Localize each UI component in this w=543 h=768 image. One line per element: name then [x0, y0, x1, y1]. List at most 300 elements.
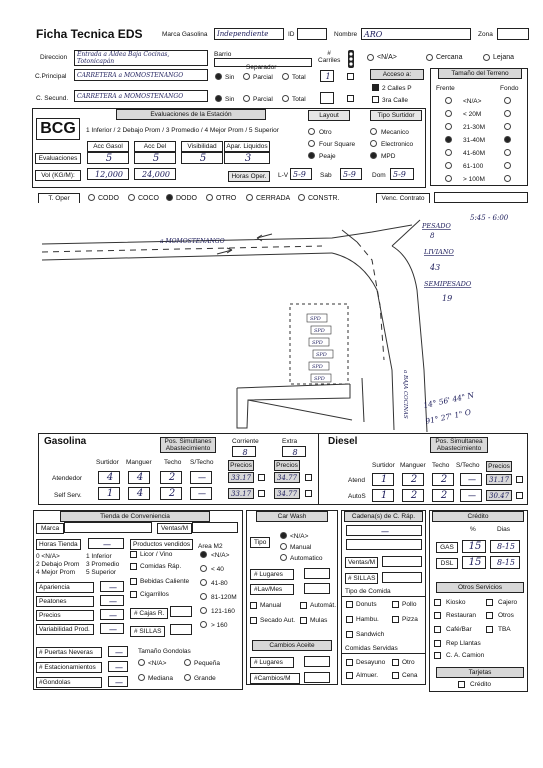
brand-label: Marca Gasolina — [162, 31, 208, 38]
oper-radio-3[interactable] — [206, 194, 213, 201]
ca-lugares-field[interactable] — [304, 656, 330, 667]
cs-sin-radio[interactable] — [215, 95, 222, 102]
dsl-as-stecho[interactable]: — — [460, 489, 482, 502]
otros-check[interactable] — [486, 612, 493, 619]
area-option-label: 121-160 — [211, 608, 235, 615]
lejana-label: Lejana — [493, 54, 515, 61]
mecanico-radio[interactable] — [370, 128, 377, 135]
otro-radio[interactable] — [308, 128, 315, 135]
venc-contrato-field[interactable] — [434, 192, 528, 203]
productos-label: Productos vendidos — [130, 539, 193, 550]
scale-4: 4 Mejor Prom — [36, 569, 76, 576]
chain-header: Cadena(s) de C. Ráp. — [344, 511, 423, 522]
tipo-comida-rule — [341, 596, 426, 597]
dsl-at-surtidor[interactable]: 1 — [372, 473, 394, 486]
cw-manual-c-label: Manual — [260, 602, 282, 609]
bcg-logo: BCG — [36, 118, 80, 140]
oper-label: COCO — [138, 195, 159, 202]
cena-check[interactable] — [392, 672, 399, 679]
gas-at-surtidor[interactable]: 4 — [98, 471, 120, 484]
terrain-option-label: < 20M — [463, 111, 482, 118]
dsl-precios-head: Precios — [486, 461, 512, 472]
dsl-at-manguer[interactable]: 2 — [402, 473, 424, 486]
fondo-radio-2[interactable] — [504, 123, 511, 130]
semipesado-value: 19 — [442, 294, 453, 303]
oper-label: CODO — [98, 195, 119, 202]
dsl-as-surtidor[interactable]: 1 — [372, 489, 394, 502]
area-radio-0[interactable] — [200, 551, 207, 558]
terrain-option-label: <N/A> — [463, 98, 482, 105]
credito-check[interactable] — [458, 681, 465, 688]
servidas-label: Comidas Servidas — [345, 645, 398, 652]
desayuno-check[interactable] — [346, 659, 353, 666]
store-row-field[interactable]: — — [100, 581, 124, 592]
separador-label: Separador — [246, 64, 277, 71]
pizza-label: Pizza — [402, 616, 418, 623]
pump-label: SPD — [310, 316, 321, 322]
terrain-option-label: > 100M — [463, 176, 485, 183]
chain-otro-check[interactable] — [392, 659, 399, 666]
score-visibilidad[interactable]: 5 — [181, 152, 223, 164]
credito-label: Crédito — [470, 681, 491, 688]
estacionamientos-label: # Estacionamientos — [36, 662, 102, 673]
frente-radio-3[interactable] — [445, 136, 452, 143]
g-gra-label: Grande — [194, 675, 216, 682]
brand-field[interactable]: Independiente — [214, 28, 284, 40]
peaje-radio[interactable] — [308, 152, 315, 159]
cena-label: Cena — [402, 672, 418, 679]
terrain-option-label: 31-40M — [463, 137, 486, 144]
road-label: a MOMOSTENANGO — [160, 238, 225, 245]
sab-field[interactable]: 5-9 — [340, 168, 362, 180]
cs-sin-label: Sin — [225, 96, 235, 103]
mpd-label: MPD — [381, 153, 396, 160]
area-radio-5[interactable] — [200, 621, 207, 628]
area-radio-1[interactable] — [200, 565, 207, 572]
atend-label: Atend — [348, 477, 365, 484]
score-apar-liquidos[interactable]: 3 — [224, 152, 270, 164]
gas-ss-stecho[interactable]: — — [190, 487, 212, 500]
four-square-label: Four Square — [319, 141, 356, 148]
cs-carriles-field[interactable] — [320, 92, 334, 104]
scale-3: 3 Promedio — [86, 561, 120, 568]
cw-tipo-label: Tipo — [250, 537, 270, 548]
bebidas-label: Bebidas Caliente — [140, 578, 190, 585]
puertas-label: # Puertas Neveras — [36, 647, 102, 658]
g-med-radio[interactable] — [138, 674, 145, 681]
gasolina-title: Gasolina — [44, 436, 87, 447]
gas-precios-c-head: Precios — [228, 460, 254, 471]
store-row-field[interactable]: — — [100, 623, 124, 634]
lv-field[interactable]: 5-9 — [290, 168, 312, 180]
gas-credit-label: GAS — [436, 542, 458, 553]
dsl-surtidor-head: Surtidor — [372, 462, 395, 469]
csecund-label: C. Secund. — [36, 95, 69, 102]
dsl-as-check[interactable] — [516, 492, 523, 499]
layout-drawing — [32, 210, 528, 432]
area-option-label: 41-80 — [211, 580, 228, 587]
pump-label: SPD — [312, 364, 323, 370]
carriles-label: # Carriles — [318, 50, 341, 64]
mecanico-label: Mecanico — [381, 129, 409, 136]
chain-sillas-field[interactable] — [382, 572, 422, 583]
traffic-light-icon — [346, 50, 356, 68]
diesel-title: Diesel — [328, 436, 358, 447]
cajero-label: Cajero — [498, 599, 518, 606]
cw-lugares-label: # Lugares — [250, 569, 294, 580]
cigarrillos-label: Cigarrillos — [140, 591, 169, 598]
dsl-at-techo[interactable]: 2 — [432, 473, 454, 486]
direccion-label: Direccion — [40, 54, 68, 61]
acceso-header: Acceso a: — [370, 69, 424, 80]
sandwich-label: Sandwich — [356, 631, 385, 638]
fondo-radio-0[interactable] — [504, 97, 511, 104]
kiosko-check[interactable] — [434, 599, 441, 606]
dsl-techo-head: Techo — [432, 462, 450, 469]
oper-label: DODO — [176, 195, 197, 202]
peaje-label: Peaje — [319, 153, 336, 160]
dsl-credit-label: DSL — [436, 558, 458, 569]
cp-sin-label: Sin — [225, 74, 235, 81]
credit-header: Crédito — [432, 511, 524, 522]
cp-parcial-label: Parcial — [253, 74, 273, 81]
corriente-field[interactable]: 8 — [232, 446, 256, 457]
sandwich-check[interactable] — [346, 631, 353, 638]
scale-1: 1 Inferior — [86, 553, 112, 560]
gas-ss-surtidor[interactable]: 1 — [98, 487, 120, 500]
fondo-radio-1[interactable] — [504, 110, 511, 117]
ca-lugares-label: # Lugares — [250, 657, 294, 668]
licor-check[interactable] — [130, 551, 137, 558]
gas-ss-precio-c[interactable]: 33.17 — [228, 488, 254, 499]
fondo-radio-3[interactable] — [504, 136, 511, 143]
gas-pos-simultaneas: Pos. Simultanes Abastecimiento — [160, 437, 216, 453]
dsl-manguer-head: Manguer — [400, 462, 426, 469]
chain-field-2[interactable] — [346, 539, 422, 550]
camion-label: C. A. Camion — [446, 652, 485, 659]
gas-stecho-head: S/Techo — [190, 459, 214, 466]
gas-at-precio-e[interactable]: 34.77 — [274, 472, 300, 483]
pollo-check[interactable] — [392, 601, 399, 608]
gas-ss-e-check[interactable] — [305, 490, 312, 497]
cw-manual-radio[interactable] — [280, 543, 287, 550]
bebidas-check[interactable] — [130, 578, 137, 585]
tba-label: TBA — [498, 626, 511, 633]
direccion-field[interactable]: Entrada a Aldea Baja Cocinas, Totonicapán — [74, 50, 208, 66]
carriles-field[interactable]: 1 — [320, 70, 334, 82]
electronico-label: Electronico — [381, 141, 414, 148]
hambu-check[interactable] — [346, 616, 353, 623]
frente-radio-4[interactable] — [445, 149, 452, 156]
pump-label: SPD — [316, 352, 327, 358]
dsl-as-manguer[interactable]: 2 — [402, 489, 424, 502]
na-radio[interactable] — [367, 54, 374, 61]
rep-llantas-label: Rep Llantas — [446, 640, 481, 647]
restauran-check[interactable] — [434, 612, 441, 619]
frente-label: Frente — [436, 85, 455, 92]
corriente-label: Corriente — [232, 438, 259, 445]
g-na-label: <N/A> — [148, 660, 167, 667]
dom-label: Dom — [372, 172, 386, 179]
zone-field[interactable] — [497, 28, 529, 40]
frente-radio-5[interactable] — [445, 162, 452, 169]
frente-radio-2[interactable] — [445, 123, 452, 130]
fuel-divider — [318, 433, 319, 505]
fondo-radio-6[interactable] — [504, 175, 511, 182]
oper-radio-0[interactable] — [88, 194, 95, 201]
g-gra-radio[interactable] — [184, 674, 191, 681]
terrain-option-label: 41-60M — [463, 150, 486, 157]
pesado-label: PESADO — [422, 222, 451, 230]
layout-button[interactable]: Layout — [308, 110, 350, 121]
gas-at-techo[interactable]: 2 — [160, 471, 182, 484]
cprincipal-field[interactable]: CARRETERA a MOMOSTENANGO — [74, 69, 208, 81]
cigarrillos-check[interactable] — [130, 591, 137, 598]
four-square-radio[interactable] — [308, 140, 315, 147]
dsl-pos-simultaneas: Pos. Simultanea Abastecimiento — [430, 437, 488, 453]
donuts-label: Donuts — [356, 601, 377, 608]
mpd-radio[interactable] — [370, 152, 377, 159]
cs-parcial-label: Parcial — [253, 96, 273, 103]
calles2-label: 2 Calles P — [382, 85, 412, 92]
cp-check[interactable] — [347, 73, 354, 80]
extra-label: Extra — [282, 438, 298, 445]
vol-label: Vol (KG/M): — [35, 170, 81, 181]
cajas-label: # Cajas R. — [130, 608, 168, 619]
store-row-label: Apariencia — [36, 582, 94, 593]
oper-radio-4[interactable] — [246, 194, 253, 201]
vol-del-field[interactable]: 24,000 — [134, 168, 176, 180]
tba-check[interactable] — [486, 626, 493, 633]
cw-automat-label: Automát. — [310, 602, 337, 609]
area-option-label: <N/A> — [211, 552, 230, 559]
extra-field[interactable]: 8 — [282, 446, 306, 457]
tipo-comida-label: Tipo de Comida — [345, 588, 391, 595]
terrain-option-label: 21-30M — [463, 124, 486, 131]
liviano-value: 43 — [430, 263, 441, 272]
cw-mulas-check[interactable] — [300, 617, 307, 624]
camion-check[interactable] — [434, 652, 441, 659]
store-row-label: Variabilidad Prod. — [36, 624, 94, 635]
gas-surtidor-head: Surtidor — [96, 459, 119, 466]
scale-0: 0 <N/A> — [36, 553, 60, 560]
tarjetas-header: Tarjetas — [436, 667, 524, 678]
electronico-radio[interactable] — [370, 140, 377, 147]
almuer-check[interactable] — [346, 672, 353, 679]
chain-field[interactable]: — — [346, 525, 422, 536]
na-label: <N/A> — [377, 54, 397, 61]
autos-label: AutoS — [348, 493, 366, 500]
oper-radio-1[interactable] — [128, 194, 135, 201]
area-radio-3[interactable] — [200, 593, 207, 600]
frente-radio-6[interactable] — [445, 175, 452, 182]
cs-check[interactable] — [347, 95, 354, 102]
cambios-header: Cambios Aceite — [252, 640, 332, 651]
gas-precios-e-head: Precios — [274, 460, 300, 471]
dsl-pct-field[interactable]: 15 — [462, 556, 486, 569]
ventas-label: Ventas/M — [157, 523, 192, 534]
cw-lavmes-field[interactable] — [304, 583, 330, 594]
coord-w: 91° 27' 1" O — [424, 407, 472, 426]
chain-otro-label: Otro — [402, 659, 415, 666]
g-peq-label: Pequeña — [194, 660, 221, 667]
dsl-as-techo[interactable]: 2 — [432, 489, 454, 502]
frente-radio-0[interactable] — [445, 97, 452, 104]
cafe-check[interactable] — [434, 626, 441, 633]
self-serv-label: Self Serv. — [54, 492, 82, 499]
lejana-radio[interactable] — [483, 54, 490, 61]
gas-dias-field[interactable]: 8-15 — [490, 540, 520, 553]
gas-ss-c-check[interactable] — [258, 490, 265, 497]
puertas-field[interactable]: — — [108, 646, 128, 657]
chain-ventas-label: Ventas/M — [345, 557, 378, 568]
dsl-stecho-head: S/Techo — [456, 462, 480, 469]
gas-at-stecho[interactable]: — — [190, 471, 212, 484]
almuer-label: Almuer. — [356, 672, 379, 679]
dsl-dias-field[interactable]: 8-15 — [490, 556, 520, 569]
calle3-label: 3ra Calle — [382, 97, 409, 104]
lv-label: L-V — [278, 172, 289, 179]
store-row-field[interactable]: — — [100, 609, 124, 620]
gas-ss-manguer[interactable]: 4 — [128, 487, 150, 500]
kiosko-label: Kiosko — [446, 599, 466, 606]
gas-at-precio-c[interactable]: 33.17 — [228, 472, 254, 483]
ventas-field[interactable] — [192, 522, 238, 533]
coord-n: 14° 56' 44" N — [422, 390, 475, 410]
cafe-label: Café/Bar — [446, 626, 472, 633]
pump-label: SPD — [312, 340, 323, 346]
calle3-check[interactable] — [372, 96, 379, 103]
gas-at-e-check[interactable] — [305, 474, 312, 481]
horas-oper-button[interactable]: Horas Oper. — [228, 171, 270, 182]
cercana-radio[interactable] — [426, 54, 433, 61]
cs-total-radio[interactable] — [282, 95, 289, 102]
gondolas-field[interactable]: — — [108, 676, 128, 687]
id-field[interactable] — [297, 28, 327, 40]
oper-radio-2[interactable] — [166, 194, 173, 201]
horas-tienda-field[interactable]: — — [88, 538, 124, 549]
score-acc-del[interactable]: 5 — [134, 152, 176, 164]
hambu-label: Hambu. — [356, 616, 379, 623]
cajas-field[interactable] — [170, 606, 192, 617]
pollo-label: Pollo — [402, 601, 417, 608]
pesado-value: 8 — [430, 232, 435, 240]
area-radio-2[interactable] — [200, 579, 207, 586]
fondo-label: Fondo — [500, 85, 519, 92]
restauran-label: Restauran — [446, 612, 476, 619]
t-oper-label: T. Oper — [38, 193, 80, 204]
comidas-label: Comidas Ráp. — [140, 563, 182, 570]
tipo-surtidor-button[interactable]: Tipo Surtidor — [370, 110, 422, 121]
horas-tienda-label: Horas Tienda — [36, 539, 81, 550]
name-field[interactable]: ARO — [361, 28, 471, 40]
store-row-field[interactable]: — — [100, 595, 124, 606]
zone-label: Zona — [478, 31, 493, 38]
cw-auto-radio[interactable] — [280, 554, 287, 561]
dsl-at-check[interactable] — [516, 476, 523, 483]
oper-label: OTRO — [216, 195, 237, 202]
gas-ss-techo[interactable]: 2 — [160, 487, 182, 500]
gas-manguer-head: Manguer — [126, 459, 152, 466]
area-option-label: < 40 — [211, 566, 224, 573]
calles2-check[interactable] — [372, 84, 379, 91]
pct-head: % — [470, 526, 476, 533]
marca-field[interactable] — [64, 522, 152, 533]
atendedor-label: Atendedor — [52, 475, 82, 482]
score-acc-gasol[interactable]: 5 — [87, 152, 129, 164]
cw-manual-check[interactable] — [250, 602, 257, 609]
otros-label: Otros — [498, 612, 514, 619]
gas-techo-head: Techo — [164, 459, 182, 466]
csecund-field[interactable]: CARRETERA a MOMOSTENANGO — [74, 90, 208, 102]
cp-sin-radio[interactable] — [215, 73, 222, 80]
cp-parcial-radio[interactable] — [243, 73, 250, 80]
otro-label: Otro — [319, 129, 332, 136]
ca-cambios-label: #Cambios/M — [250, 673, 300, 684]
evaluation-header: Evaluaciones de la Estación — [116, 109, 266, 120]
estacionamientos-field[interactable]: — — [108, 661, 128, 672]
vol-gas-field[interactable]: 12,000 — [87, 168, 129, 180]
cw-lavmes-label: #Lav/Mes — [250, 584, 294, 595]
acc-del-header: Acc Del — [134, 141, 176, 152]
area-radio-4[interactable] — [200, 607, 207, 614]
desayuno-label: Desayuno — [356, 659, 386, 666]
servidas-rule — [341, 653, 426, 654]
store-row-label: Precios — [36, 610, 94, 621]
gas-pct-field[interactable]: 15 — [462, 540, 486, 553]
gas-at-manguer[interactable]: 4 — [128, 471, 150, 484]
cw-secado-check[interactable] — [250, 617, 257, 624]
frente-radio-1[interactable] — [445, 110, 452, 117]
oper-radio-5[interactable] — [298, 194, 305, 201]
fondo-radio-4[interactable] — [504, 149, 511, 156]
gas-ss-precio-e[interactable]: 34.77 — [274, 488, 300, 499]
scale-text: 1 Inferior / 2 Debajo Prom / 3 Promedio / 4 Mejor Prom / 5 Superior — [86, 127, 279, 134]
g-peq-radio[interactable] — [184, 659, 191, 666]
store-sillas-field[interactable] — [170, 624, 192, 635]
liviano-label: LIVIANO — [424, 248, 454, 256]
cs-total-label: Total — [292, 96, 306, 103]
g-na-radio[interactable] — [138, 659, 145, 666]
tamano-gondolas-label: Tamaño Gondolas — [138, 648, 191, 655]
fondo-radio-5[interactable] — [504, 162, 511, 169]
comidas-check[interactable] — [130, 563, 137, 570]
dsl-at-stecho[interactable]: — — [460, 473, 482, 486]
cp-total-label: Total — [292, 74, 306, 81]
scale-5: 5 Superior — [86, 569, 116, 576]
dsl-at-precio[interactable]: 31.17 — [486, 474, 512, 485]
dom-field[interactable]: 5-9 — [390, 168, 414, 180]
cw-na-radio[interactable] — [280, 532, 287, 539]
cajero-check[interactable] — [486, 599, 493, 606]
donuts-check[interactable] — [346, 601, 353, 608]
area-option-label: > 160 — [211, 622, 228, 629]
rep-llantas-check[interactable] — [434, 640, 441, 647]
pizza-check[interactable] — [392, 616, 399, 623]
venc-contrato-label: Venc. Contrato — [376, 193, 430, 204]
cs-parcial-radio[interactable] — [243, 95, 250, 102]
dsl-as-precio[interactable]: 30.47 — [486, 490, 512, 501]
gas-at-c-check[interactable] — [258, 474, 265, 481]
g-med-label: Mediana — [148, 675, 173, 682]
side-road-label: a BAJA COCINAS — [402, 370, 408, 419]
store-sillas-label: # SILLAS — [130, 626, 165, 637]
cw-lugares-field[interactable] — [304, 568, 330, 579]
ca-cambios-field[interactable] — [304, 672, 330, 683]
cp-total-radio[interactable] — [282, 73, 289, 80]
chain-ventas-field[interactable] — [382, 556, 422, 567]
cw-automat-check[interactable] — [300, 602, 307, 609]
